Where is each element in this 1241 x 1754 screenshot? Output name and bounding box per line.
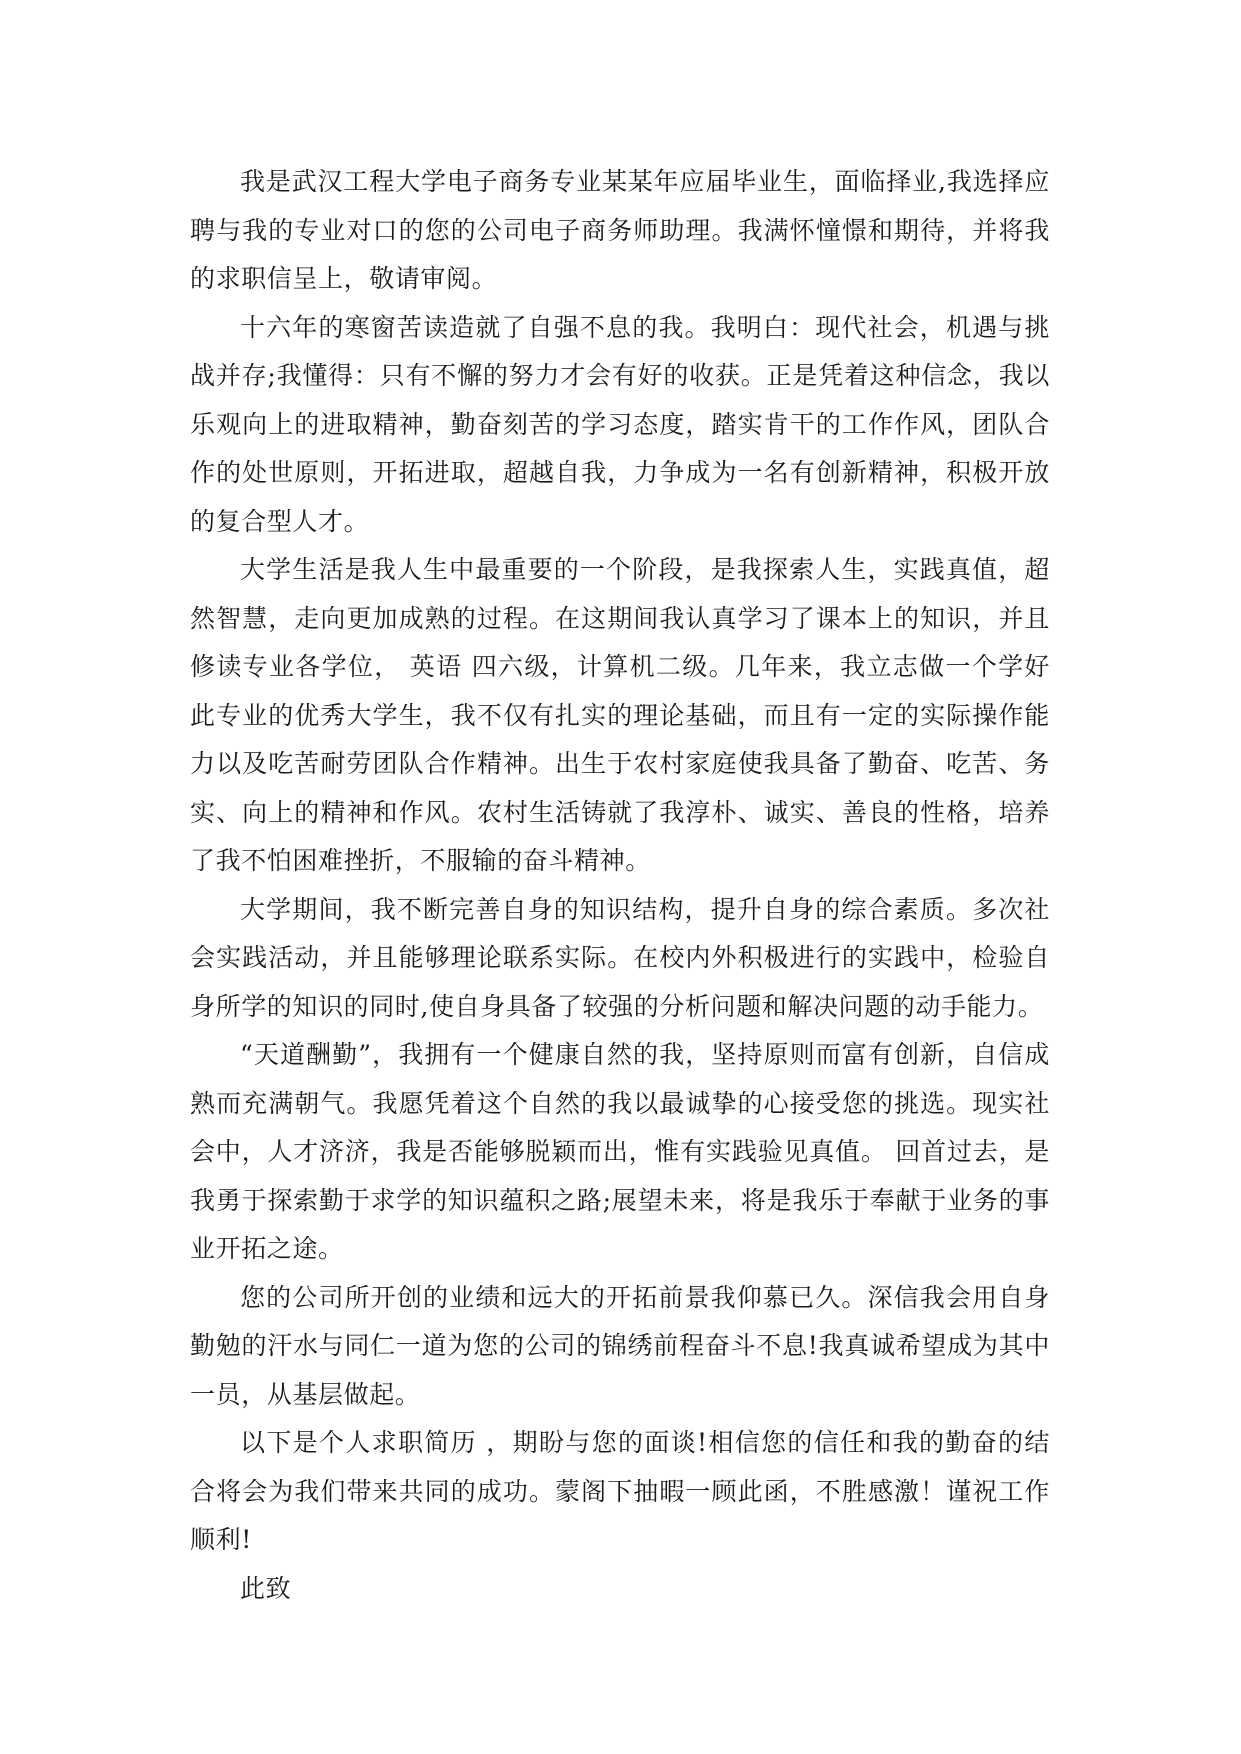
salutation-closing: 此致 (240, 1573, 292, 1603)
paragraph-university-life: 大学生活是我人生中最重要的一个阶段，是我探索人生，实践真值，超然智慧，走向更加成熟的过程。在这期间我认真学习了课本上的知识，并且修读专业各学位， 英语 四六级，计算机二级。几年来，我立志做一个学好此专业的优秀大学生，我不仅有扎实的理论基础，而且有一定的实际操作能力以及吃苦耐劳团队合作精神。出生于农村家庭使我具备了勤奋、吃苦、务实、向上的精神和作风。农村生活铸就了我淳朴、诚实、善良的性格，培养了我不怕困难挫折，不服输的奋斗精神。 (190, 555, 1050, 875)
paragraph-practice: 大学期间，我不断完善自身的知识结构，提升自身的综合素质。多次社会实践活动，并且能够理论联系实际。在校内外积极进行的实践中，检验自身所学的知识的同时,使自身具备了较强的分析问题和解决问题的动手能力。 (190, 894, 1050, 1021)
paragraph-character: “天道酬勤”，我拥有一个健康自然的我，坚持原则而富有创新，自信成熟而充满朝气。我愿凭着这个自然的我以最诚挚的心接受您的挑选。现实社会中，人才济济，我是否能够脱颖而出，惟有实践验见真值。 回首过去，是我勇于探索勤于求学的知识蕴积之路;展望未来，将是我乐于奉献于业务的事业开拓之途。 (190, 1040, 1050, 1263)
letter-body (190, 158, 1050, 1613)
paragraph-company: 您的公司所开创的业绩和远大的开拓前景我仰慕已久。深信我会用自身勤勉的汗水与同仁一道为您的公司的锦绣前程奋斗不息!我真诚希望成为其中一员，从基层做起。 (190, 1282, 1050, 1409)
paragraph-beliefs: 十六年的寒窗苦读造就了自强不息的我。我明白：现代社会，机遇与挑战并存;我懂得：只有不懈的努力才会有好的收获。正是凭着这种信念，我以乐观向上的进取精神，勤奋刻苦的学习态度，踏实肯干的工作作风，团队合作的处世原则，开拓进取，超越自我，力争成为一名有创新精神，积极开放的复合型人才。 (190, 312, 1050, 536)
paragraph-introduction: 我是武汉工程大学电子商务专业某某年应届毕业生，面临择业,我选择应聘与我的专业对口的您的公司电子商务师助理。我满怀憧憬和期待，并将我的求职信呈上，敬请审阅。 (190, 167, 1050, 293)
paragraph-closing: 以下是个人求职简历 ，期盼与您的面谈!相信您的信任和我的勤奋的结合将会为我们带来共同的成功。蒙阁下抽暇一顾此函，不胜感激！谨祝工作顺利! (190, 1428, 1050, 1554)
